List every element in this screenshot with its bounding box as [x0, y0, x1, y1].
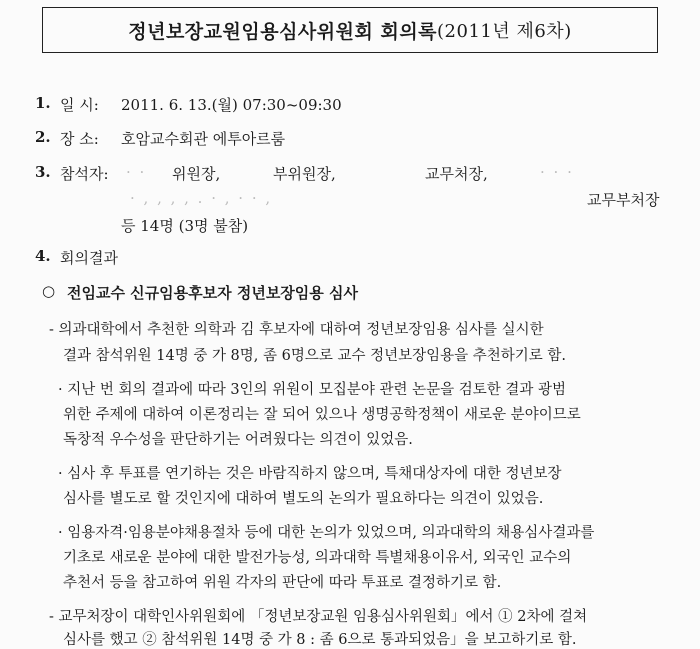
item-4-number: 4. [35, 247, 51, 265]
item-2-number: 2. [35, 128, 51, 146]
attendee-count: 등 14명 (3명 불참) [121, 217, 249, 235]
attendee-vice-chair: 부위원장, [273, 165, 336, 183]
para5-line1: - 교무처장이 대학인사위원회에 「정년보장교원 임용심사위원회」에서 ① 2차에 걸쳐 [49, 609, 588, 625]
item-2-value: 호암교수회관 에투아르룸 [121, 130, 286, 148]
section-bullet: ○ [42, 282, 56, 300]
para1-line1: - 의과대학에서 추천한 의학과 김 후보자에 대하여 정년보장임용 심사를 실시한 [49, 322, 544, 338]
attendee-vice-dean: 교무부처장 [587, 191, 660, 209]
para3-line2: 심사를 별도로 할 것인지에 대하여 별도의 논의가 필요하다는 의견이 있었음. [63, 491, 544, 507]
item-2-label: 장 소: [60, 130, 99, 148]
para5-line2: 심사를 했고 ② 참석위원 14명 중 가 8 : 좀 6으로 통과되었음」을 보고하기로 함. [63, 632, 577, 648]
item-1-value: 2011. 6. 13.(월) 07:30~09:30 [121, 96, 342, 114]
para2-line1: · 지난 번 회의 결과에 따라 3인의 위원이 모집분야 관련 논문을 검토한 결과 광범 [58, 382, 566, 398]
document-title [42, 7, 658, 53]
item-1-label: 일 시: [60, 96, 99, 114]
item-4-label: 회의결과 [60, 249, 118, 267]
para1-line2: 결과 참석위원 14명 중 가 8명, 좀 6명으로 교수 정년보장임용을 추천하기로 함. [63, 348, 567, 364]
para4-line3: 추천서 등을 참고하여 위원 각자의 판단에 따라 투표로 결정하기로 함. [63, 575, 502, 591]
redacted-name: · · · [540, 163, 574, 181]
item-3-label: 참석자: [60, 165, 109, 183]
redacted-names-row: · , , , , . · , · · , [130, 189, 273, 207]
item-3-number: 3. [35, 163, 51, 181]
attendee-chair: 위원장, [172, 165, 221, 183]
section-heading: 전임교수 신규임용후보자 정년보장임용 심사 [67, 284, 358, 302]
item-1-number: 1. [35, 94, 51, 112]
title-main: 정년보장교원임용심사위원회 회의록 [128, 20, 438, 43]
redacted-name: · · [126, 163, 147, 181]
para3-line1: · 심사 후 투표를 연기하는 것은 바람직하지 않으며, 특채대상자에 대한 정년보장 [58, 466, 562, 482]
title-sub: (2011년 제6차) [437, 21, 572, 42]
para2-line3: 독창적 우수성을 판단하기는 어려웠다는 의견이 있었음. [63, 432, 413, 448]
attendee-academic-dean: 교무처장, [425, 165, 488, 183]
para2-line2: 위한 주제에 대하여 이론정리는 잘 되어 있으나 생명공학정책이 새로운 분야이므로 [63, 407, 581, 423]
para4-line2: 기초로 새로운 분야에 대한 발전가능성, 의과대학 특별채용이유서, 외국인 교수의 [63, 550, 572, 566]
para4-line1: · 임용자격·임용분야채용절차 등에 대한 논의가 있었으며, 의과대학의 채용심사결과를 [58, 525, 595, 541]
